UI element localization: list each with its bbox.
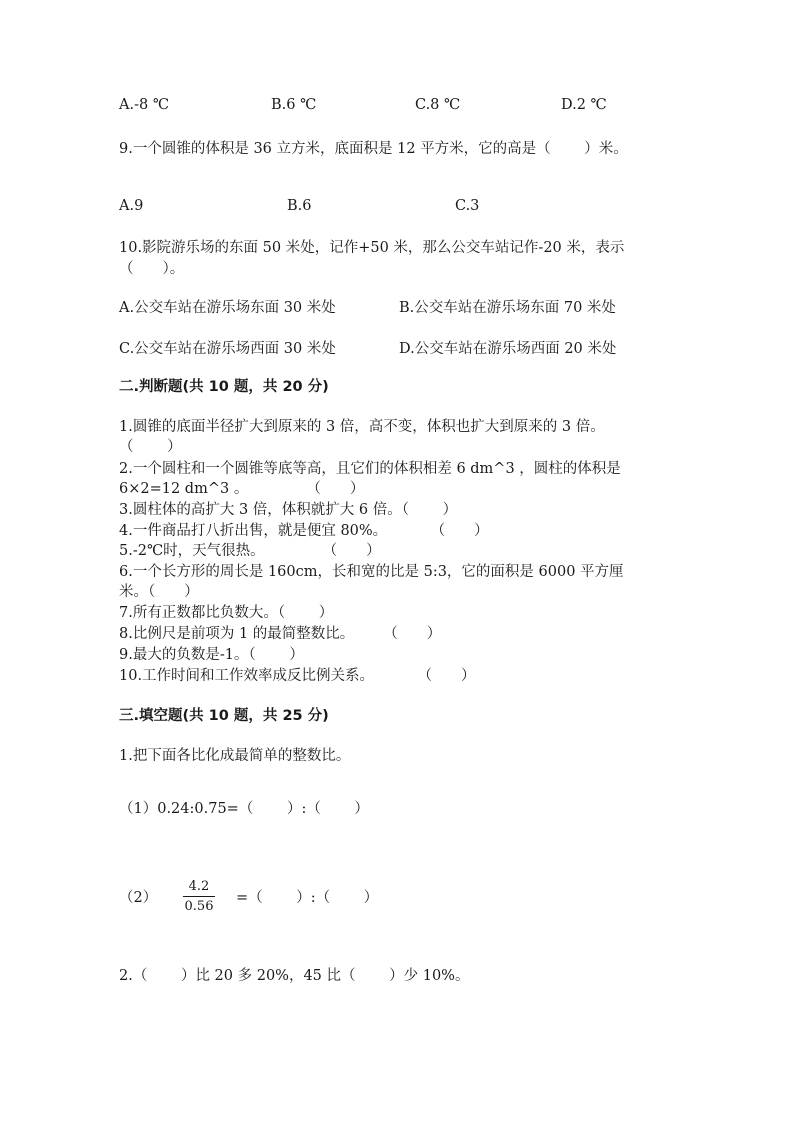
fraction-denominator: 0.56 <box>184 899 214 914</box>
q10-stem-line2: （ ）。 <box>119 261 185 277</box>
section2-title: 二.判断题(共 10 题，共 20 分) <box>119 379 329 395</box>
tf-line: 米。（ ） <box>119 584 199 600</box>
q10-option-b: B.公交车站在游乐场东面 70 米处 <box>399 300 616 316</box>
tf-line: 7.所有正数都比负数大。（ ） <box>119 605 334 621</box>
tf-line: 10.工作时间和工作效率成反比例关系。 （ ） <box>119 668 476 684</box>
q10-option-d: D.公交车站在游乐场西面 20 米处 <box>399 341 617 357</box>
tf-line: 6.一个长方形的周长是 160cm，长和宽的比是 5:3，它的面积是 6000 平方厘 <box>119 564 624 580</box>
fill-q1-part2-label: （2） <box>119 890 158 906</box>
tf-line: 9.最大的负数是-1。（ ） <box>119 647 304 663</box>
q10-option-c: C.公交车站在游乐场西面 30 米处 <box>119 341 336 357</box>
q9-option-b: B.6 <box>287 198 312 214</box>
fraction-bar <box>183 896 215 897</box>
tf-line: （ ） <box>119 439 182 455</box>
fraction-numerator: 4.2 <box>188 879 210 894</box>
q8-option-d: D.2 ℃ <box>561 97 607 113</box>
q10-stem-line1: 10.影院游乐场的东面 50 米处，记作+50 米，那么公交车站记作-20 米，表示 <box>119 240 625 256</box>
q8-option-b: B.6 ℃ <box>271 97 317 113</box>
tf-line: 6×2=12 dm^3 。 （ ） <box>119 481 365 497</box>
q9-option-a: A.9 <box>119 198 144 214</box>
q9-option-c: C.3 <box>455 198 480 214</box>
section3-title: 三.填空题(共 10 题，共 25 分) <box>119 708 329 724</box>
tf-line: 8.比例尺是前项为 1 的最简整数比。 （ ） <box>119 626 442 642</box>
tf-line: 2.一个圆柱和一个圆锥等底等高，且它们的体积相差 6 dm^3 ，圆柱的体积是 <box>119 461 621 477</box>
tf-line: 4.一件商品打八折出售，就是便宜 80%。 （ ） <box>119 523 489 539</box>
q8-option-c: C.8 ℃ <box>415 97 461 113</box>
fill-q2: 2.（ ）比 20 多 20%，45 比（ ）少 10%。 <box>119 968 470 984</box>
q8-option-a: A.-8 ℃ <box>119 97 170 113</box>
fraction <box>183 879 215 914</box>
fill-q1-part2-tail: =（ ）:（ ） <box>236 890 379 906</box>
q10-option-a: A.公交车站在游乐场东面 30 米处 <box>119 300 336 316</box>
tf-line: 1.圆锥的底面半径扩大到原来的 3 倍，高不变，体积也扩大到原来的 3 倍。 <box>119 419 605 435</box>
fill-q1-stem: 1.把下面各比化成最简单的整数比。 <box>119 748 351 764</box>
fill-q1-part1: （1）0.24:0.75=（ ）:（ ） <box>119 801 369 817</box>
tf-line: 3.圆柱体的高扩大 3 倍，体积就扩大 6 倍。（ ） <box>119 502 458 518</box>
q9-stem: 9.一个圆锥的体积是 36 立方米，底面积是 12 平方米，它的高是（ ）米。 <box>119 141 628 157</box>
tf-line: 5.-2℃时，天气很热。 （ ） <box>119 543 381 559</box>
